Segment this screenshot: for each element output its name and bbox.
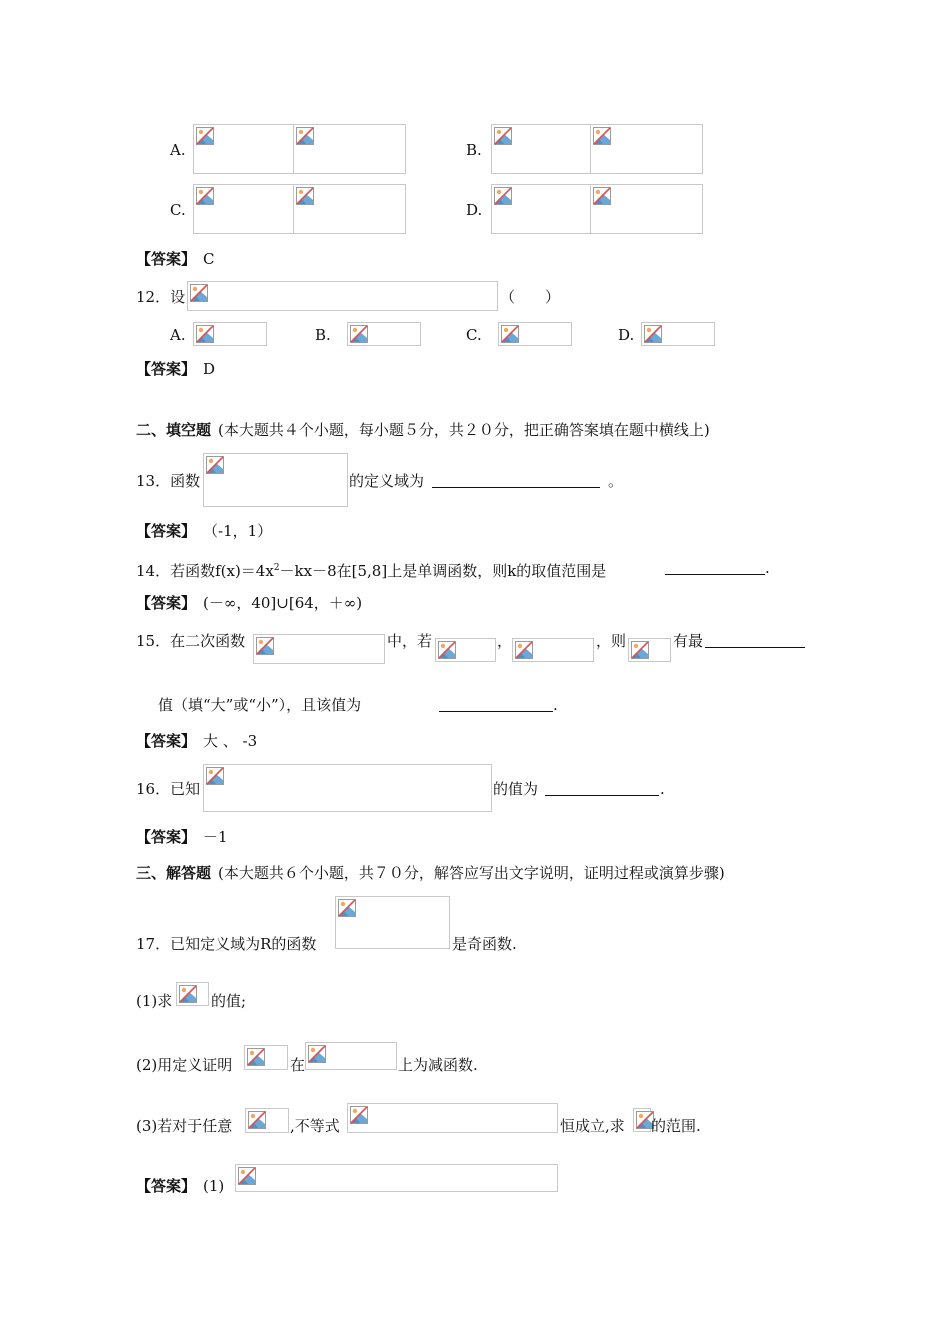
q11-option-b-image-2	[590, 124, 703, 174]
q17-part3-mid: ,不等式	[290, 1117, 340, 1135]
q17-part3-inequality-image	[347, 1103, 558, 1133]
q12-answer-tag: 【答案】	[136, 360, 197, 378]
q16-prefix: 16．已知	[136, 780, 201, 798]
q13-answer: （-1，1）	[203, 522, 273, 540]
q15-prefix: 15．在二次函数	[136, 632, 246, 650]
q17-stem-prefix: 17．已知定义域为R的函数	[136, 935, 317, 953]
q17-part3-suffix: 的范围.	[651, 1117, 701, 1135]
q14-answer-blank	[665, 574, 765, 575]
q14-stem: 14．若函数$f(x)=4x^2-kx-8$在[5,8]上是单调函数，则k的取值范围是	[136, 562, 607, 580]
q17-part3-prefix: (3)若对于任意	[136, 1117, 233, 1135]
q14-answer-tag: 【答案】	[136, 594, 197, 612]
q17-part1-image	[176, 982, 209, 1006]
q15-answer: 大 、 -3	[203, 732, 258, 750]
q15-condition-image-2	[512, 638, 594, 662]
q17-function-image	[335, 896, 450, 949]
q16-answer: －1	[203, 828, 228, 846]
q11-option-c-label: C.	[170, 201, 186, 219]
q17-answer-prefix: (1)	[203, 1177, 225, 1195]
q12-option-b-label: B.	[315, 326, 331, 344]
q11-answer: C	[203, 250, 215, 268]
q12-stem-image	[187, 281, 498, 311]
q16-expression-image	[203, 764, 492, 812]
q15-you: 有最	[673, 632, 704, 650]
q12-option-c-image	[498, 322, 572, 346]
q11-answer-tag: 【答案】	[136, 250, 197, 268]
q12-option-a-image	[193, 322, 267, 346]
q12-option-a-label: A.	[170, 326, 186, 344]
q13-end: 。	[608, 472, 624, 490]
q16-answer-tag: 【答案】	[136, 828, 197, 846]
q17-part3-mid2: 恒成立,求	[560, 1117, 625, 1135]
q11-option-b-label: B.	[466, 141, 482, 159]
q16-end: .	[660, 780, 665, 798]
q15-blank-2	[439, 711, 553, 712]
q17-part2-function-image	[244, 1045, 288, 1070]
q14-end: .	[765, 559, 770, 577]
q11-option-c-image-2	[293, 184, 406, 234]
q11-option-d-label: D.	[466, 201, 483, 219]
q13-answer-blank	[432, 487, 600, 488]
q11-option-c-image-1	[193, 184, 294, 234]
q17-answer-image	[235, 1164, 558, 1192]
q14-answer: (－∞，40]∪[64，＋∞)	[203, 594, 363, 612]
q17-part2-interval-image	[305, 1042, 397, 1070]
q11-option-a-label: A.	[170, 141, 186, 159]
q12-option-d-label: D.	[618, 326, 635, 344]
q15-condition-image-1	[435, 638, 496, 662]
q15-function-image	[253, 634, 385, 664]
q16-answer-blank	[545, 795, 659, 796]
q15-zhong: 中，若	[387, 632, 433, 650]
q17-part1-prefix: (1)求	[136, 992, 173, 1010]
q15-comma-1: ，	[497, 632, 513, 650]
section2-title: 二、填空题	[136, 421, 212, 439]
q12-bracket: （ ）	[500, 288, 561, 306]
q15-comma-2: ，则	[596, 632, 627, 650]
q12-stem: 12．设	[136, 288, 186, 306]
q17-part3-param-image	[633, 1108, 651, 1132]
q12-option-b-image	[347, 322, 421, 346]
q15-end: .	[553, 696, 558, 714]
q17-answer-tag: 【答案】	[136, 1177, 197, 1195]
section3-description: (本大题共６个小题，共７０分，解答应写出文字说明，证明过程或演算步骤)	[218, 864, 725, 882]
q11-option-a-image-1	[193, 124, 294, 174]
q13-suffix: 的定义域为	[349, 472, 425, 490]
q15-blank-1	[705, 647, 805, 648]
q15-line2: 值（填“大”或“小”），且该值为	[158, 696, 362, 714]
q17-part3-variable-image	[245, 1108, 289, 1133]
q15-variable-image	[628, 638, 671, 662]
q11-option-b-image-1	[491, 124, 592, 174]
section2-description: (本大题共４个小题，每小题５分，共２０分，把正确答案填在题中横线上)	[218, 421, 710, 439]
q13-prefix: 13．函数	[136, 472, 201, 490]
q16-suffix: 的值为	[493, 780, 539, 798]
q17-part2-mid: 在	[290, 1056, 306, 1074]
q12-option-d-image	[641, 322, 715, 346]
q11-option-a-image-2	[293, 124, 406, 174]
q13-answer-tag: 【答案】	[136, 522, 197, 540]
q15-answer-tag: 【答案】	[136, 732, 197, 750]
q17-part2-prefix: (2)用定义证明	[136, 1056, 233, 1074]
q17-part2-suffix: 上为减函数.	[398, 1056, 478, 1074]
q17-part1-suffix: 的值;	[211, 992, 247, 1010]
q13-function-image	[203, 453, 348, 507]
q12-answer: D	[203, 360, 216, 378]
q11-option-d-image-2	[590, 184, 703, 234]
q11-option-d-image-1	[491, 184, 592, 234]
q12-option-c-label: C.	[466, 326, 482, 344]
section3-title: 三、解答题	[136, 864, 212, 882]
q17-stem-suffix: 是奇函数.	[452, 935, 517, 953]
